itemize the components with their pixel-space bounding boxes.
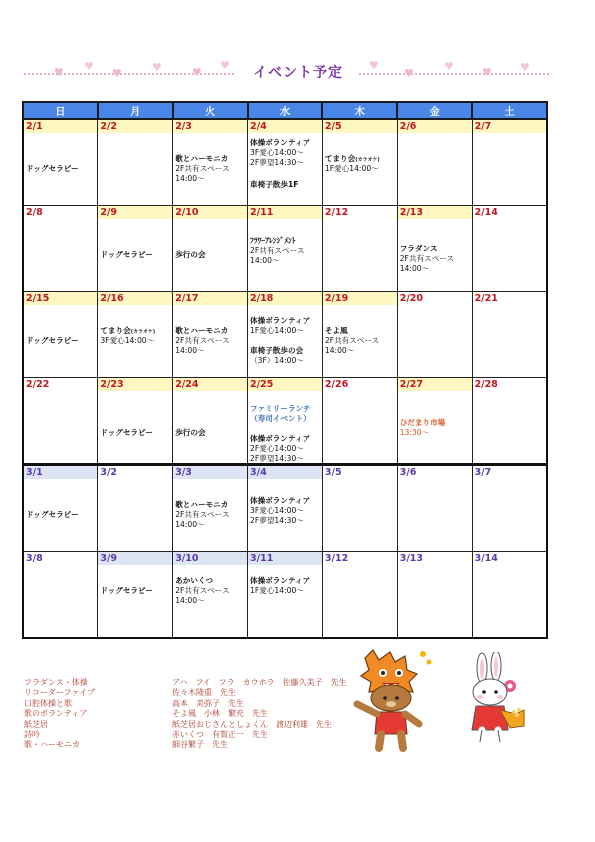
event-line <box>250 516 321 526</box>
day-date: 2/22 <box>26 379 50 390</box>
heart-icon: ♥ <box>369 59 379 72</box>
event-text: ドッグセラピー <box>26 336 79 345</box>
day-date: 3/6 <box>399 467 417 478</box>
event-line <box>26 164 96 174</box>
event-line <box>175 336 246 346</box>
event-line <box>250 246 321 256</box>
event-line <box>400 264 471 274</box>
event-text: ひだまり市場 <box>399 418 446 427</box>
day-date: 2/10 <box>173 206 247 219</box>
day-date: 2/8 <box>26 207 43 218</box>
event-line <box>400 428 471 438</box>
day-date: 2/7 <box>473 120 546 133</box>
title-banner <box>24 60 549 88</box>
event-text: ドッグセラピー <box>100 250 153 259</box>
event-text: 歌とハーモニカ <box>175 500 229 509</box>
day-date: 3/5 <box>324 467 342 478</box>
day-date: 2/23 <box>98 378 172 391</box>
day-cell <box>397 552 472 639</box>
day-cell <box>98 465 173 552</box>
day-cell <box>173 119 248 206</box>
event-line <box>250 404 321 414</box>
event-text: 歩行の会 <box>175 428 206 437</box>
day-date: 2/15 <box>24 292 97 305</box>
event-line <box>175 428 246 438</box>
event-line <box>250 346 321 356</box>
legend-item: 細谷繁子 先生 <box>172 740 228 750</box>
day-cell <box>98 119 173 206</box>
heart-icon: ♥ <box>404 67 414 80</box>
event-text: （寿司イベント） <box>250 414 311 423</box>
event-line <box>175 596 246 606</box>
weekday-header-row <box>23 102 547 119</box>
week-row <box>23 292 547 378</box>
day-cell <box>173 206 248 292</box>
event-line <box>175 174 246 184</box>
day-cell <box>23 292 98 378</box>
event-text: 体操ボランティア <box>250 576 311 585</box>
day-cell <box>98 378 173 465</box>
day-date: 2/28 <box>474 379 498 390</box>
event-text: 14:00～ <box>175 596 205 605</box>
heart-icon: ♥ <box>520 61 530 74</box>
event-text: 14:00～ <box>324 346 355 355</box>
day-date: 3/2 <box>100 467 118 478</box>
day-cell <box>472 465 547 552</box>
event-line <box>100 586 171 596</box>
event-text: 1F愛心14:00～ <box>324 164 379 173</box>
day-date: 2/12 <box>324 207 349 218</box>
week-row <box>23 206 547 292</box>
day-cell <box>248 292 323 378</box>
day-cell <box>23 206 98 292</box>
event-calendar <box>22 101 548 639</box>
event-text: 体操ボランティア <box>250 434 311 443</box>
event-line <box>100 336 171 346</box>
rabbit-illustration <box>462 652 532 747</box>
event-line <box>175 586 246 596</box>
day-date: 2/18 <box>248 292 322 305</box>
event-text: 車椅子散歩の会 <box>250 346 304 355</box>
day-cell <box>472 119 547 206</box>
day-date: 3/12 <box>324 553 349 564</box>
weekday-wed: 水 <box>248 102 323 119</box>
day-cell <box>98 206 173 292</box>
event-note: (カラオケ) <box>130 329 156 335</box>
day-cell <box>397 206 472 292</box>
weekday-mon: 月 <box>98 102 173 119</box>
legend-item: 紙芝居 <box>24 719 48 729</box>
day-date: 3/14 <box>474 553 498 564</box>
week-row <box>23 119 547 206</box>
day-cell <box>322 292 397 378</box>
event-text: 2F愛心14:00～ <box>250 444 304 453</box>
day-date: 2/16 <box>98 292 172 305</box>
day-cell <box>173 292 248 378</box>
event-line <box>26 336 96 346</box>
day-cell <box>322 465 397 552</box>
legend-item: 歌・ハーモニカ <box>24 740 80 750</box>
heart-icon: ♥ <box>112 67 122 80</box>
legend-item: 紙芝居おじさんとしょくん 渡辺利雄 先生 <box>172 719 332 729</box>
day-date: 3/8 <box>26 553 43 564</box>
legend-item: 赤いくつ 有賀正一 先生 <box>172 730 268 740</box>
legend-item: 歌のボランティア <box>24 709 88 719</box>
event-line <box>325 326 396 336</box>
day-date: 3/4 <box>248 466 322 479</box>
event-line <box>250 256 321 266</box>
event-note: (カラオケ) <box>355 157 380 163</box>
day-cell <box>397 119 472 206</box>
event-text: 歌とハーモニカ <box>175 326 229 335</box>
event-text: 13:30～ <box>399 428 430 437</box>
bean-icon <box>420 651 426 657</box>
event-line <box>250 444 321 454</box>
event-text: 2F夢望14:30～ <box>250 158 304 167</box>
event-line <box>175 510 246 520</box>
event-text: 2F共有スペース <box>399 254 455 263</box>
day-cell <box>472 206 547 292</box>
event-line <box>250 506 321 516</box>
event-line <box>250 496 321 506</box>
event-line <box>250 326 321 336</box>
event-text: 14:00～ <box>175 520 205 529</box>
day-cell <box>248 465 323 552</box>
day-cell <box>248 206 323 292</box>
day-date: 2/6 <box>398 120 472 133</box>
day-cell <box>23 552 98 639</box>
event-line <box>175 500 246 510</box>
weekday-thu: 木 <box>322 102 397 119</box>
day-cell <box>98 292 173 378</box>
event-line <box>250 576 321 586</box>
legend-item: 佐々木隆重 先生 <box>172 688 236 698</box>
day-cell <box>23 378 98 465</box>
event-text: 2F共有スペース <box>175 336 230 345</box>
event-line <box>175 346 246 356</box>
event-line <box>400 254 471 264</box>
event-line <box>250 148 321 158</box>
event-text: 歌とハーモニカ <box>175 154 229 163</box>
event-line <box>175 576 246 586</box>
heart-icon: ♥ <box>84 60 94 73</box>
event-line <box>175 520 246 530</box>
event-line <box>250 586 321 596</box>
event-text: 1F愛心14:00～ <box>250 326 304 335</box>
event-text: 3F愛心14:00～ <box>250 506 304 515</box>
event-text: 2F共有スペース <box>175 586 230 595</box>
day-cell <box>173 552 248 639</box>
day-cell <box>397 292 472 378</box>
day-date: 3/3 <box>173 466 247 479</box>
event-line <box>250 158 321 168</box>
event-text: てまり会 <box>324 154 356 163</box>
event-line <box>175 250 246 260</box>
event-text: 体操ボランティア <box>250 316 311 325</box>
event-text: （3F）14:00～ <box>250 356 304 365</box>
bean-icon <box>427 660 432 665</box>
day-cell <box>173 378 248 465</box>
event-text: 体操ボランティア <box>250 138 311 147</box>
legend-item: 詩吟 <box>24 730 40 740</box>
event-text: ファミリーランチ <box>250 404 311 413</box>
day-date: 2/4 <box>248 120 322 133</box>
event-text: フラダンス <box>399 244 438 253</box>
day-cell <box>248 552 323 639</box>
event-text: 14:00～ <box>399 264 430 273</box>
heart-icon: ♥ <box>482 66 492 79</box>
event-line <box>400 244 471 254</box>
performer-legend-names <box>172 678 347 751</box>
day-date: 2/20 <box>399 293 424 304</box>
day-date: 2/11 <box>248 206 322 219</box>
event-line <box>100 250 171 260</box>
day-date: 3/13 <box>399 553 424 564</box>
event-text: 2F共有スペース <box>250 246 305 255</box>
weekday-tue: 火 <box>173 102 248 119</box>
day-date: 2/5 <box>323 120 397 133</box>
day-cell <box>248 119 323 206</box>
legend-item: そよ風 小林 繁充 先生 <box>172 709 268 719</box>
day-cell <box>23 119 98 206</box>
oni-bear-illustration <box>345 648 435 753</box>
event-text: 2F共有スペース <box>324 336 380 345</box>
event-text: 2F夢望14:30～ <box>250 454 304 463</box>
event-line <box>250 434 321 444</box>
event-line <box>325 346 396 356</box>
event-line <box>175 164 246 174</box>
day-cell <box>248 378 323 465</box>
event-text: 2F共有スペース <box>175 164 230 173</box>
event-text: てまり会 <box>100 326 131 335</box>
legend-item: フラダンス・体操 <box>24 678 88 687</box>
heart-icon: ♥ <box>152 61 162 74</box>
day-cell <box>322 378 397 465</box>
day-cell <box>322 552 397 639</box>
legend-item: 高本 美弥子 先生 <box>172 698 244 708</box>
event-text: そよ風 <box>324 326 348 335</box>
legend-item: 口腔体操と歌 <box>24 698 72 708</box>
day-date: 2/14 <box>474 207 498 218</box>
day-cell <box>98 552 173 639</box>
day-date: 2/27 <box>398 378 472 391</box>
event-text: 体操ボランティア <box>250 496 311 505</box>
event-text: 1F愛心14:00～ <box>250 586 304 595</box>
legend-item: アハ フイ フラ カウホラ 佐藤久美子 先生 <box>172 678 347 687</box>
event-text: ドッグセラピー <box>100 586 153 595</box>
event-line <box>250 138 321 148</box>
day-cell <box>397 378 472 465</box>
event-text: 14:00～ <box>175 174 205 183</box>
event-text: あかいくつ <box>175 576 214 585</box>
week-row <box>23 465 547 552</box>
bear-head <box>371 685 411 711</box>
legend-item: リコーダーファイブ <box>24 688 96 698</box>
rabbit-head <box>473 679 507 705</box>
weekday-fri: 金 <box>397 102 472 119</box>
event-text: 2F夢望14:30～ <box>250 516 304 525</box>
event-text: 2F共有スペース <box>175 510 230 519</box>
event-line <box>400 418 471 428</box>
day-cell <box>23 465 98 552</box>
event-line <box>175 154 246 164</box>
day-date: 2/17 <box>173 292 247 305</box>
day-date: 2/1 <box>24 120 97 133</box>
day-date: 2/26 <box>324 379 349 390</box>
day-date: 2/19 <box>323 292 397 305</box>
event-text: ﾌﾗﾜｰｱﾚﾝｼﾞﾒﾝﾄ <box>250 236 296 245</box>
event-line <box>250 414 321 424</box>
heart-icon: ♥ <box>444 60 454 73</box>
weekday-sun: 日 <box>23 102 98 119</box>
event-text: ドッグセラピー <box>26 510 79 519</box>
event-line <box>250 180 321 190</box>
performer-legend-categories <box>24 678 95 751</box>
event-text: 3F愛心14:00～ <box>100 336 155 345</box>
day-date: 2/9 <box>98 206 172 219</box>
day-date: 3/11 <box>248 552 322 565</box>
day-date: 2/13 <box>398 206 472 219</box>
day-date: 2/3 <box>173 120 247 133</box>
day-cell <box>173 465 248 552</box>
day-cell <box>472 552 547 639</box>
event-line <box>26 510 96 520</box>
day-date: 3/10 <box>173 552 247 565</box>
heart-icon: ♥ <box>192 66 202 79</box>
week-row <box>23 378 547 465</box>
day-date: 2/24 <box>173 378 247 391</box>
day-date: 2/2 <box>98 120 172 133</box>
event-line <box>325 336 396 346</box>
rabbit-dress <box>472 706 508 730</box>
day-cell <box>322 206 397 292</box>
day-cell <box>322 119 397 206</box>
week-row <box>23 552 547 639</box>
event-line <box>325 164 396 174</box>
heart-icon: ♥ <box>54 66 64 79</box>
event-line <box>250 356 321 366</box>
day-cell <box>397 465 472 552</box>
event-line <box>250 454 321 464</box>
event-text: 3F愛心14:00～ <box>250 148 304 157</box>
event-text: ドッグセラピー <box>26 164 79 173</box>
day-date: 2/21 <box>474 293 498 304</box>
page-title: イベント予定 <box>253 65 343 81</box>
event-text: 歩行の会 <box>175 250 206 259</box>
event-text: 14:00～ <box>175 346 205 355</box>
heart-icon: ♥ <box>220 59 230 72</box>
event-line <box>250 236 321 246</box>
day-date: 3/7 <box>474 467 492 478</box>
event-text: 車椅子散歩1F <box>250 180 299 189</box>
event-line <box>250 316 321 326</box>
event-text: ドッグセラピー <box>100 428 153 437</box>
day-cell <box>472 378 547 465</box>
event-line <box>100 428 171 438</box>
day-date: 3/1 <box>24 466 97 479</box>
day-date: 3/9 <box>98 552 172 565</box>
day-cell <box>472 292 547 378</box>
event-line <box>175 326 246 336</box>
event-text: 14:00～ <box>250 256 280 265</box>
day-date: 2/25 <box>248 378 322 391</box>
weekday-sat: 土 <box>472 102 547 119</box>
